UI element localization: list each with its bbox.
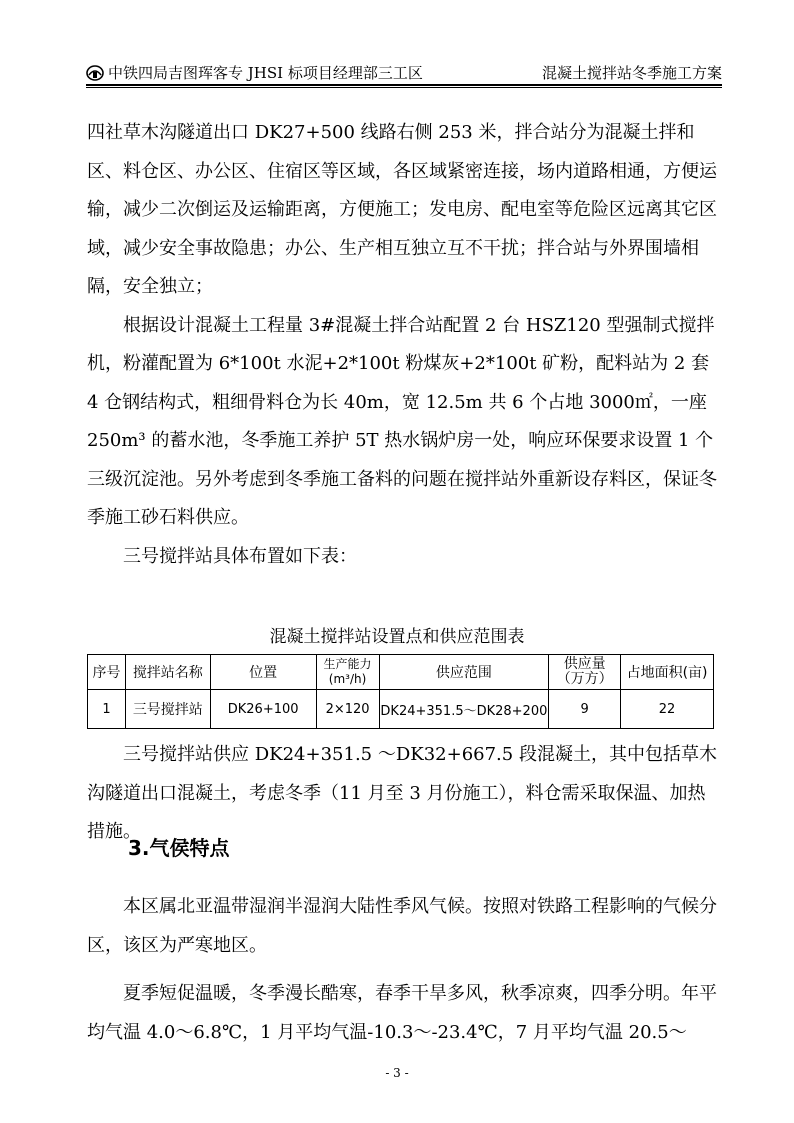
table-header-row	[88, 655, 714, 690]
header-right-text: 混凝土搅拌站冬季施工方案	[541, 64, 722, 82]
table-header-cell: 搅拌站名称	[125, 655, 210, 690]
table-cell: 22	[621, 690, 714, 729]
table-header-cell: 生产能力 (m³/h)	[316, 655, 379, 690]
page-header	[86, 60, 722, 86]
header-left	[86, 62, 423, 83]
table-cell: DK24+351.5～DK28+200	[379, 690, 549, 729]
table-cell: DK26+100	[210, 690, 316, 729]
paragraph-climate-zone: 本区属北亚温带湿润半湿润大陆性季风气候。按照对铁路工程影响的气候分区，该区为严寒地区。	[87, 896, 717, 956]
table-cell: 1	[88, 690, 126, 729]
header-left-text: 中铁四局吉图珲客专 JHSI 标项目经理部三工区	[108, 64, 423, 82]
paragraph-climate-temps: 夏季短促温暖，冬季漫长酷寒，春季干旱多风，秋季凉爽，四季分明。年平均气温 4.0～6.8℃，1 月平均气温-10.3～-23.4℃，7 月平均气温 20.5～	[87, 983, 717, 1043]
page-number: - 3 -	[385, 1066, 409, 1080]
table-cell: 2×120	[316, 690, 379, 729]
paragraph-table-intro: 三号搅拌站具体布置如下表：	[123, 545, 357, 567]
table-header-cell: 供应量 （万方）	[549, 655, 621, 690]
table-header-cell: 占地面积(亩)	[621, 655, 714, 690]
table-cell: 三号搅拌站	[125, 690, 210, 729]
paragraph-equipment: 根据设计混凝土工程量 3#混凝土拌合站配置 2 台 HSZ120 型强制式搅拌机，粉灌配置为 6*100t 水泥+2*100t 粉煤灰+2*100t 矿粉，配料站为 2 套 4 仓钢结构式，粗细骨料仓为长 40m，宽 12.5m 共 6 个占地 3000㎡，一座 250m³ 的蓄水池，冬季施工养护 5T 热水锅炉房一处，响应环保要求设置 1 个三级沉淀池。另外考虑到冬季施工备料的问题在搅拌站外重新设存料区，保证冬季施工砂石料供应。	[87, 314, 717, 528]
section3-body	[87, 888, 723, 1052]
table-cell: 9	[549, 690, 621, 729]
table-caption: 混凝土搅拌站设置点和供应范围表	[269, 627, 525, 647]
paragraph-site-layout: 四社草木沟隧道出口 DK27+500 线路右侧 253 米，拌合站分为混凝土拌和区、料仓区、办公区、住宿区等区域，各区域紧密连接，场内道路相通，方便运输，减少二次倒运及运输距离，方便施工；发电房、配电室等危险区远离其它区域，减少安全事故隐患；办公、生产相互独立互不干扰；拌合站与外界围墙相隔，安全独立；	[87, 122, 717, 297]
table-header-cell: 序号	[88, 655, 126, 690]
table-header-cell: 供应范围	[379, 655, 549, 690]
section1-body	[87, 114, 723, 576]
paragraph-supply: 三号搅拌站供应 DK24+351.5 ～DK32+667.5 段混凝土，其中包括草木沟隧道出口混凝土，考虑冬季（11 月至 3 月份施工），料仓需采取保温、加热措施。	[87, 744, 717, 842]
section-heading-climate: 3.气侯特点	[128, 836, 230, 860]
mixing-station-table	[87, 654, 714, 729]
table-row	[88, 690, 714, 729]
railway-logo-icon	[86, 65, 104, 81]
header-divider	[86, 87, 722, 88]
table-header-cell: 位置	[210, 655, 316, 690]
